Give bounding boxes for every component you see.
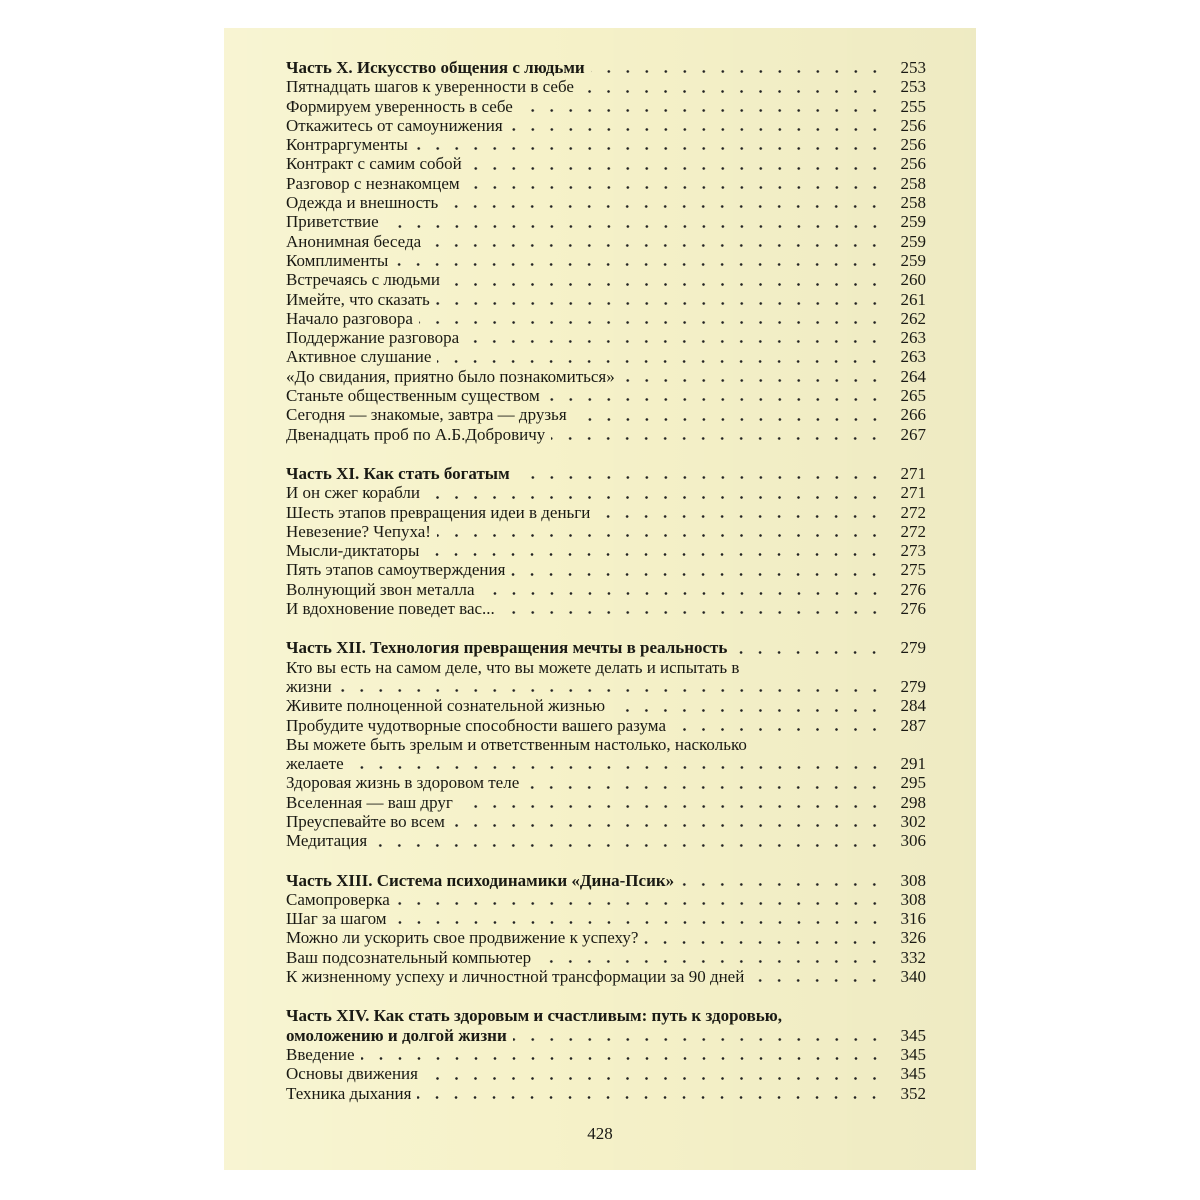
entry-title: Поддержание разговора (286, 328, 460, 348)
toc-entry (286, 1084, 926, 1103)
dot-leader (414, 147, 884, 150)
toc-entry (286, 696, 926, 715)
dot-leader (621, 379, 884, 382)
toc-section (286, 638, 926, 850)
toc-section (286, 1006, 926, 1102)
entry-title: Шаг за шагом (286, 909, 387, 929)
entry-title: Живите полноценной сознательной жизнью (286, 696, 606, 716)
toc-entry (286, 503, 926, 522)
entry-page-number: 271 (900, 483, 926, 503)
dot-leader (591, 70, 884, 73)
entry-title-continued: омоложению и долгой жизни (286, 1025, 507, 1045)
entry-title: Часть X. Искусство общения с людьми (286, 58, 585, 77)
dot-leader (444, 205, 884, 208)
entry-page-number: 345 (900, 1044, 926, 1064)
entry-page-number: 272 (900, 521, 926, 541)
dot-leader (417, 1096, 884, 1099)
dot-leader (385, 225, 884, 228)
entry-page-number: 259 (900, 250, 926, 270)
dot-leader (501, 611, 884, 614)
dot-leader (513, 1038, 884, 1041)
dot-leader (338, 689, 884, 692)
dot-leader (424, 1077, 884, 1080)
dot-leader (525, 786, 884, 789)
entry-title: Пять этапов самоутверждения (286, 560, 506, 580)
entry-page-number: 260 (900, 270, 926, 290)
entry-title: Кто вы есть на самом деле, что вы можете делать и испытать в (286, 657, 740, 677)
toc-entry (286, 97, 926, 116)
entry-title: Шесть этапов превращения идеи в деньги (286, 502, 591, 522)
dot-leader (394, 263, 884, 266)
dot-leader (446, 283, 884, 286)
dot-leader (611, 709, 884, 712)
entry-page-number: 295 (900, 773, 926, 793)
entry-page-number: 256 (900, 154, 926, 174)
entry-page-number: 302 (900, 811, 926, 831)
part-heading (286, 1006, 926, 1045)
toc-entry (286, 812, 926, 831)
entry-title: Часть XI. Как стать богатым (286, 463, 510, 483)
dot-leader (596, 515, 884, 518)
toc-entry (286, 522, 926, 541)
dot-leader (373, 844, 884, 847)
entry-title: Введение (286, 1044, 355, 1064)
entry-page-number: 291 (900, 754, 926, 774)
entry-page-number: 287 (900, 715, 926, 735)
part-heading (286, 638, 926, 657)
entry-title: Ваш подсознательный компьютер (286, 947, 532, 967)
dot-leader (451, 824, 884, 827)
entry-page-number: 266 (900, 405, 926, 425)
toc-entry (286, 135, 926, 154)
toc-entry (286, 154, 926, 173)
entry-title: Разговор с незнакомцем (286, 173, 460, 193)
dot-leader (436, 302, 884, 305)
toc-entry (286, 928, 926, 947)
entry-page-number: 258 (900, 173, 926, 193)
dot-leader (427, 244, 884, 247)
entry-page-number: 267 (900, 424, 926, 444)
dot-leader (551, 437, 884, 440)
entry-title: Начало разговора (286, 308, 413, 328)
entry-title: Формируем уверенность в себе (286, 96, 513, 116)
entry-page-number: 332 (900, 947, 926, 967)
entry-title: Мысли-диктаторы (286, 541, 420, 561)
toc-entry (286, 328, 926, 347)
dot-leader (468, 167, 884, 170)
entry-title: Часть XIII. Система психодинамики «Дина-Псик» (286, 870, 675, 890)
dot-leader (537, 960, 884, 963)
entry-title: Встречаясь с людьми (286, 270, 440, 290)
entry-title: Здоровая жизнь в здоровом теле (286, 773, 520, 793)
dot-leader (519, 109, 884, 112)
dot-leader (516, 476, 884, 479)
dot-leader (425, 553, 884, 556)
dot-leader (481, 592, 884, 595)
toc-entry (286, 716, 926, 735)
dot-leader (672, 728, 884, 731)
page-number: 428 (587, 1124, 613, 1143)
toc-entry (286, 948, 926, 967)
dot-leader (465, 340, 884, 343)
entry-title-continued: желаете (286, 754, 344, 774)
entry-page-number: 261 (900, 289, 926, 309)
dot-leader (511, 573, 884, 576)
dot-leader (437, 360, 884, 363)
toc-section (286, 464, 926, 618)
entry-page-number: 263 (900, 328, 926, 348)
entry-title: Можно ли ускорить свое продвижение к успеху? (286, 928, 639, 948)
toc-entry (286, 405, 926, 424)
toc-entry (286, 290, 926, 309)
toc-entry (286, 483, 926, 502)
entry-page-number: 340 (900, 967, 926, 987)
entry-page-number: 308 (900, 870, 926, 890)
entry-title: Станьте общественным существом (286, 386, 540, 406)
entry-title-continued: жизни (286, 676, 332, 696)
entry-title: Приветствие (286, 212, 379, 232)
entry-page-number: 306 (900, 831, 926, 851)
entry-page-number: 272 (900, 502, 926, 522)
entry-title: Техника дыхания (286, 1083, 412, 1103)
entry-title: Контракт с самим собой (286, 154, 462, 174)
part-heading (286, 871, 926, 890)
dot-leader (733, 651, 884, 654)
toc-entry (286, 967, 926, 986)
entry-page-number: 253 (900, 77, 926, 97)
entry-page-number: 255 (900, 96, 926, 116)
entry-page-number: 352 (900, 1083, 926, 1103)
dot-leader (644, 941, 884, 944)
toc-entry (286, 347, 926, 366)
entry-title: Активное слушание (286, 347, 432, 367)
entry-page-number: 345 (900, 1064, 926, 1084)
entry-page-number: 326 (900, 928, 926, 948)
toc-entry (286, 793, 926, 812)
entry-title: Основы движения (286, 1064, 418, 1084)
part-heading (286, 464, 926, 483)
toc-entry (286, 580, 926, 599)
toc-entry (286, 909, 926, 928)
toc-entry (286, 116, 926, 135)
entry-page-number: 253 (900, 58, 926, 77)
entry-title: Сегодня — знакомые, завтра — друзья (286, 405, 567, 425)
dot-leader (426, 496, 884, 499)
entry-page-number: 271 (900, 463, 926, 483)
entry-title: Вселенная — ваш друг (286, 792, 453, 812)
dot-leader (459, 805, 884, 808)
entry-page-number: 263 (900, 347, 926, 367)
dot-leader (680, 883, 884, 886)
toc-entry (286, 541, 926, 560)
entry-page-number: 276 (900, 599, 926, 619)
entry-page-number: 276 (900, 579, 926, 599)
toc-entry (286, 77, 926, 96)
entry-page-number: 316 (900, 909, 926, 929)
toc-entry (286, 599, 926, 618)
entry-page-number: 258 (900, 193, 926, 213)
entry-page-number: 279 (900, 638, 926, 658)
entry-page-number: 273 (900, 541, 926, 561)
entry-page-number: 265 (900, 386, 926, 406)
entry-title: Невезение? Чепуха! (286, 521, 431, 541)
dot-leader (509, 128, 884, 131)
toc-entry (286, 1064, 926, 1083)
entry-page-number: 298 (900, 792, 926, 812)
entry-title: Вы можете быть зрелым и ответственным настолько, насколько (286, 734, 747, 754)
dot-leader (750, 979, 884, 982)
entry-title: Медитация (286, 831, 368, 851)
entry-title: Откажитесь от самоунижения (286, 115, 503, 135)
entry-page-number: 275 (900, 560, 926, 580)
entry-title: Преуспевайте во всем (286, 811, 445, 831)
dot-leader (546, 398, 884, 401)
entry-page-number: 259 (900, 231, 926, 251)
dot-leader (573, 418, 884, 421)
entry-page-number: 308 (900, 889, 926, 909)
entry-title: И он сжег корабли (286, 483, 420, 503)
dot-leader (437, 534, 884, 537)
entry-title: Самопроверка (286, 889, 390, 909)
dot-leader (350, 766, 884, 769)
toc-entry (286, 367, 926, 386)
entry-page-number: 256 (900, 115, 926, 135)
part-heading (286, 58, 926, 77)
toc-section (286, 58, 926, 444)
entry-title: Контраргументы (286, 135, 408, 155)
toc-entry (286, 193, 926, 212)
toc-entry (286, 425, 926, 444)
toc-entry (286, 560, 926, 579)
entry-title: Волнующий звон металла (286, 579, 475, 599)
toc-entry (286, 309, 926, 328)
entry-title: И вдохновение поведет вас... (286, 599, 495, 619)
dot-leader (580, 90, 884, 93)
dot-leader (393, 921, 884, 924)
entry-page-number: 345 (900, 1025, 926, 1045)
entry-page-number: 262 (900, 308, 926, 328)
entry-title: Часть XIV. Как стать здоровым и счастливым: путь к здоровью, (286, 1006, 783, 1026)
entry-title: Анонимная беседа (286, 231, 422, 251)
entry-title: Пробудите чудотворные способности вашего разума (286, 715, 666, 735)
toc-section (286, 871, 926, 987)
entry-title: Двенадцать проб по А.Б.Добровичу (286, 424, 546, 444)
entry-title: Комплименты (286, 250, 389, 270)
dot-leader (419, 321, 884, 324)
table-of-contents (286, 58, 926, 1123)
toc-entry (286, 773, 926, 792)
entry-title: Пятнадцать шагов к уверенности в себе (286, 77, 574, 97)
toc-entry (286, 890, 926, 909)
dot-leader (396, 902, 884, 905)
toc-entry (286, 251, 926, 270)
toc-entry (286, 270, 926, 289)
toc-entry (286, 1045, 926, 1064)
entry-title: «До свидания, приятно было познакомиться» (286, 366, 615, 386)
toc-entry (286, 831, 926, 850)
entry-page-number: 256 (900, 135, 926, 155)
entry-title: Одежда и внешность (286, 193, 439, 213)
dot-leader (361, 1057, 884, 1060)
toc-entry (286, 232, 926, 251)
dot-leader (466, 186, 884, 189)
toc-entry (286, 735, 926, 774)
entry-title: Часть XII. Технология превращения мечты в реальность (286, 638, 728, 658)
entry-page-number: 279 (900, 676, 926, 696)
entry-page-number: 284 (900, 696, 926, 716)
toc-entry (286, 658, 926, 697)
entry-title: Имейте, что сказать (286, 289, 430, 309)
toc-entry (286, 212, 926, 231)
toc-entry (286, 174, 926, 193)
entry-page-number: 264 (900, 366, 926, 386)
entry-title: К жизненному успеху и личностной трансформации за 90 дней (286, 967, 745, 987)
entry-page-number: 259 (900, 212, 926, 232)
toc-entry (286, 386, 926, 405)
